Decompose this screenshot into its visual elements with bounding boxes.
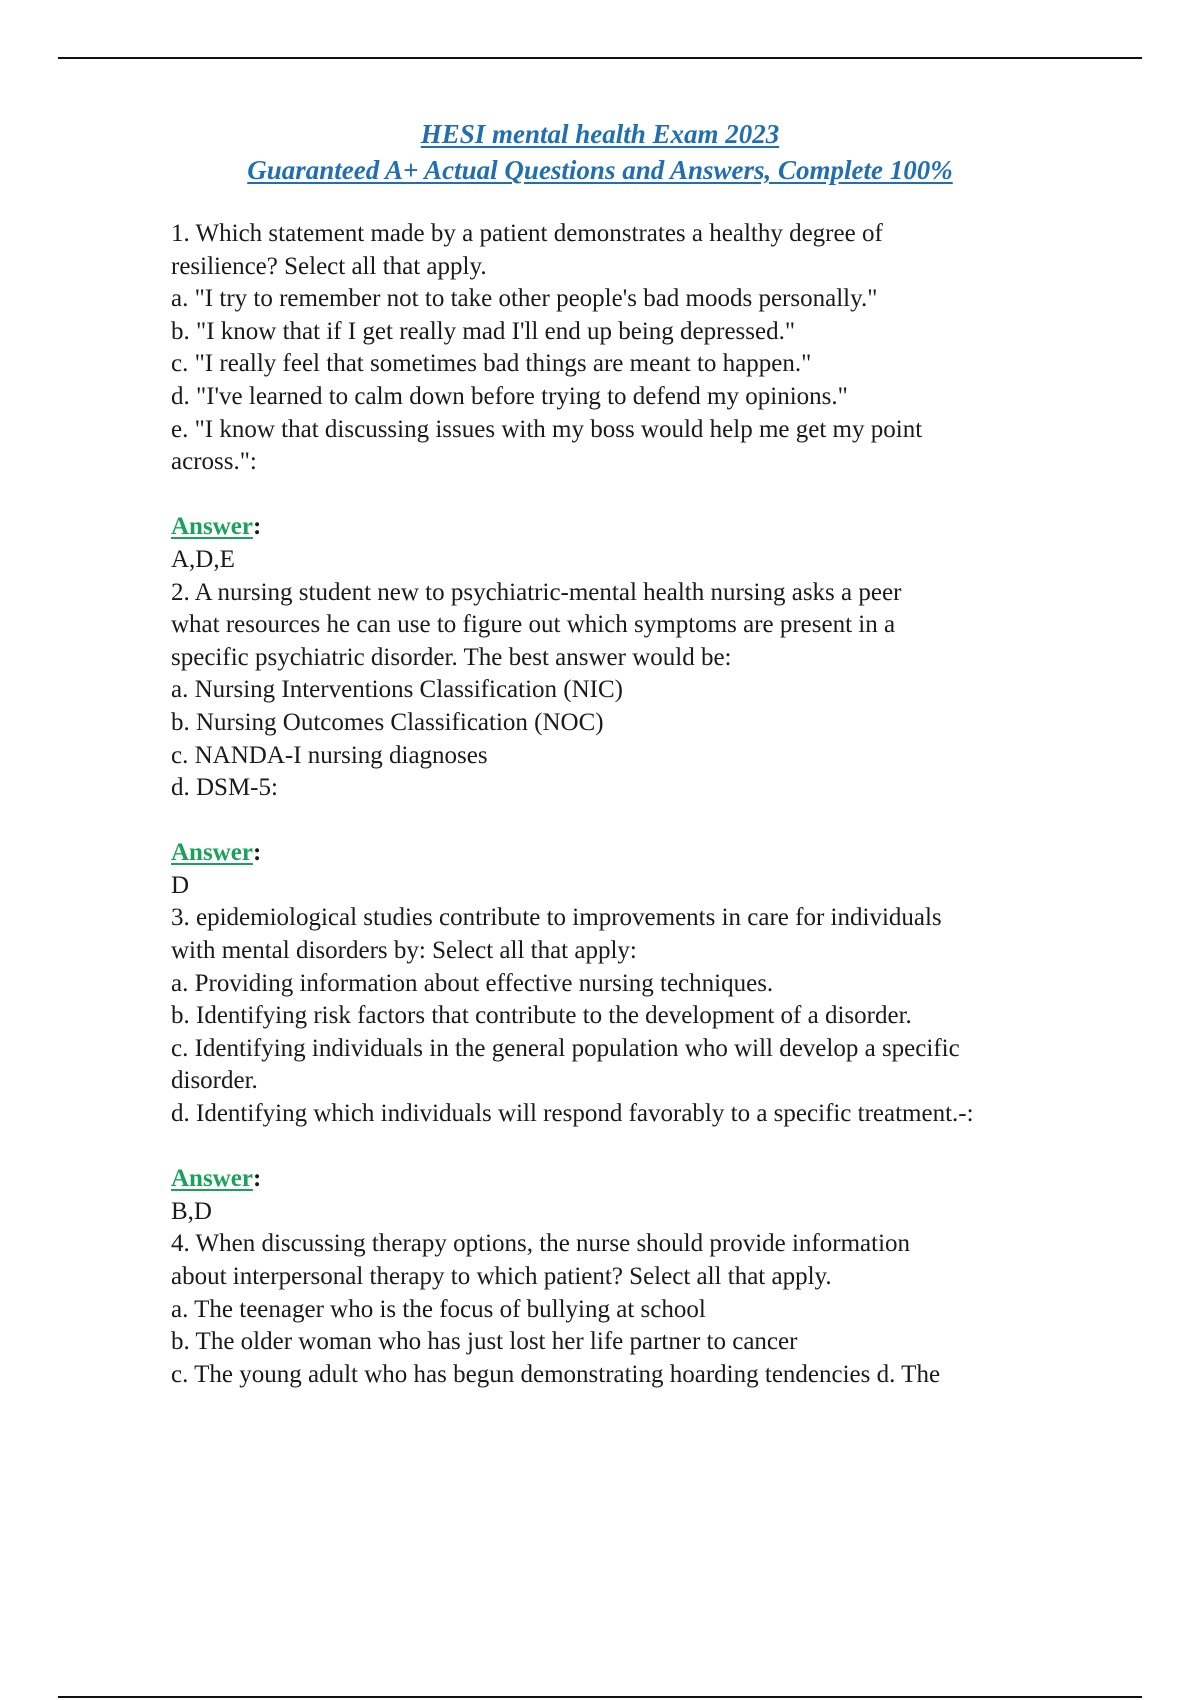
option-b: b. Identifying risk factors that contribute to the development of a disorder. xyxy=(171,1002,912,1030)
question-line: resilience? Select all that apply. xyxy=(171,252,487,280)
option-c: c. "I really feel that sometimes bad things are meant to happen." xyxy=(171,350,812,378)
option-c: c. NANDA-I nursing diagnoses xyxy=(171,741,488,769)
answer-label xyxy=(171,837,1101,870)
answer-word: Answer xyxy=(171,513,253,541)
question-line: with mental disorders by: Select all that apply: xyxy=(171,937,637,965)
question-line: 3. epidemiological studies contribute to improvements in care for individuals xyxy=(171,904,942,932)
answer-word: Answer xyxy=(171,1165,253,1193)
option-a: a. The teenager who is the focus of bullying at school xyxy=(171,1295,706,1323)
option-c-continued: disorder. xyxy=(171,1067,258,1095)
option-d: d. DSM-5: xyxy=(171,774,278,802)
option-b: b. Nursing Outcomes Classification (NOC) xyxy=(171,708,604,736)
document-title[interactable]: HESI mental health Exam 2023 xyxy=(420,119,780,149)
document-subtitle[interactable]: Guaranteed A+ Actual Questions and Answers, Complete 100% xyxy=(247,155,953,185)
option-a: a. Providing information about effective nursing techniques. xyxy=(171,969,774,997)
option-b: b. The older woman who has just lost her life partner to cancer xyxy=(171,1328,798,1356)
question-1 xyxy=(171,218,1101,479)
bottom-rule xyxy=(58,1696,1142,1698)
answer-value: D xyxy=(171,871,190,899)
option-c: c. The young adult who has begun demonstrating hoarding tendencies d. The xyxy=(171,1360,941,1388)
question-line: what resources he can use to figure out which symptoms are present in a xyxy=(171,611,896,639)
option-e-continued: across.": xyxy=(171,448,257,476)
answer-label xyxy=(171,1163,1101,1196)
questions-list xyxy=(171,218,1101,1391)
answer-colon: : xyxy=(252,1165,262,1193)
question-line: 1. Which statement made by a patient demonstrates a healthy degree of xyxy=(171,220,883,247)
question-2 xyxy=(171,577,1101,805)
answer-value: A,D,E xyxy=(171,545,235,573)
question-line: 4. When discussing therapy options, the nurse should provide information xyxy=(171,1230,911,1258)
option-a: a. Nursing Interventions Classification (NIC) xyxy=(171,676,623,704)
option-a: a. "I try to remember not to take other people's bad moods personally." xyxy=(171,285,878,313)
question-line: 2. A nursing student new to psychiatric-mental health nursing asks a peer xyxy=(171,578,902,606)
option-d: d. Identifying which individuals will respond favorably to a specific treatment.-: xyxy=(171,1100,974,1128)
answer-word: Answer xyxy=(171,839,253,867)
question-4 xyxy=(171,1228,1101,1391)
option-c: c. Identifying individuals in the general population who will develop a specific xyxy=(171,1034,960,1062)
top-rule xyxy=(58,57,1142,59)
option-b: b. "I know that if I get really mad I'll end up being depressed." xyxy=(171,317,796,345)
answer-colon: : xyxy=(252,513,262,541)
question-line: about interpersonal therapy to which patient? Select all that apply. xyxy=(171,1263,832,1290)
answer-value: B,D xyxy=(171,1197,212,1225)
question-3 xyxy=(171,902,1101,1130)
option-e: e. "I know that discussing issues with my boss would help me get my point xyxy=(171,415,923,443)
document-header xyxy=(0,116,1200,188)
answer-colon: : xyxy=(252,839,262,867)
question-line: specific psychiatric disorder. The best answer would be: xyxy=(171,643,732,671)
option-d: d. "I've learned to calm down before trying to defend my opinions." xyxy=(171,382,848,410)
answer-label xyxy=(171,511,1101,544)
